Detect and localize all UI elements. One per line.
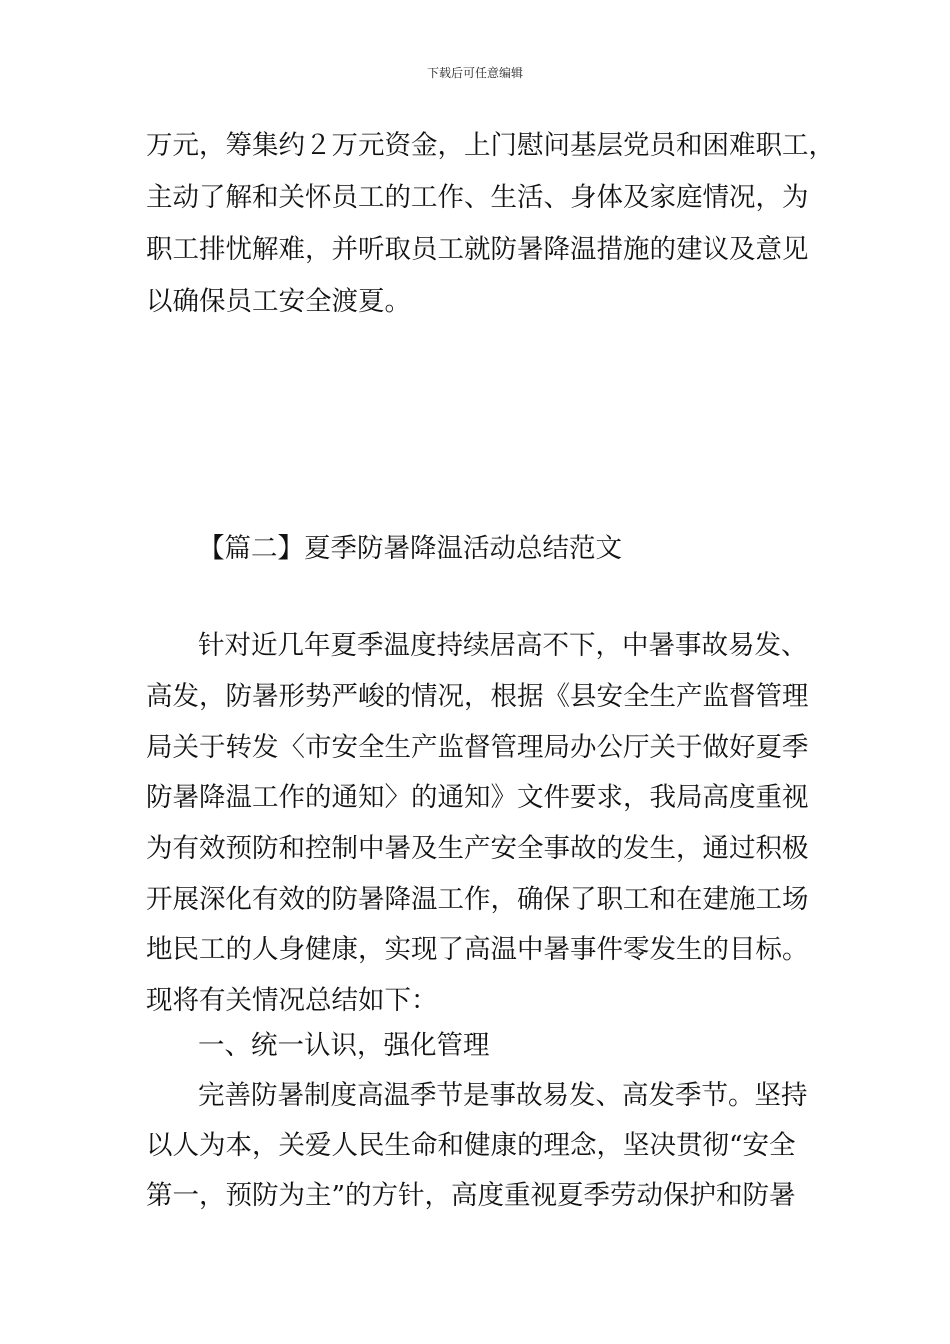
- paragraph-line: 针对近几年夏季温度持续居高不下，中暑事故易发、: [198, 630, 808, 661]
- paragraph-line: 现将有关情况总结如下：: [146, 985, 438, 1016]
- paragraph-line: 开展深化有效的防暑降温工作，确保了职工和在建施工场: [146, 884, 809, 915]
- paragraph-line: 主动了解和关怀员工的工作、生活、身体及家庭情况，为: [146, 182, 809, 213]
- subsection-heading: 一、统一认识，强化管理: [198, 1030, 490, 1061]
- paragraph-line: 高发，防暑形势严峻的情况，根据《县安全生产监督管理: [146, 681, 809, 712]
- paragraph-line: 完善防暑制度高温季节是事故易发、高发季节。坚持: [198, 1080, 808, 1111]
- paragraph-line: 为有效预防和控制中暑及生产安全事故的发生，通过积极: [146, 833, 809, 864]
- paragraph-line: 职工排忧解难，并听取员工就防暑降温措施的建议及意见: [146, 234, 809, 265]
- paragraph-line: 局关于转发〈市安全生产监督管理局办公厅关于做好夏季: [146, 732, 809, 763]
- paragraph-line: 防暑降温工作的通知〉的通知》文件要求，我局高度重视: [146, 782, 809, 813]
- paragraph-line: 第一，预防为主”的方针，高度重视夏季劳动保护和防暑: [146, 1180, 796, 1211]
- paragraph-line: 万元，筹集约２万元资金，上门慰问基层党员和困难职工，: [146, 130, 835, 161]
- paragraph-line: 以确保员工安全渡夏。: [146, 286, 411, 317]
- paragraph-line: 以人为本，关爱人民生命和健康的理念，坚决贯彻“安全: [146, 1130, 796, 1161]
- paragraph-line: 地民工的人身健康，实现了高温中暑事件零发生的目标。: [146, 934, 809, 965]
- section-heading: 【篇二】夏季防暑降温活动总结范文: [198, 533, 622, 564]
- page-header: 下载后可任意编辑: [426, 66, 523, 80]
